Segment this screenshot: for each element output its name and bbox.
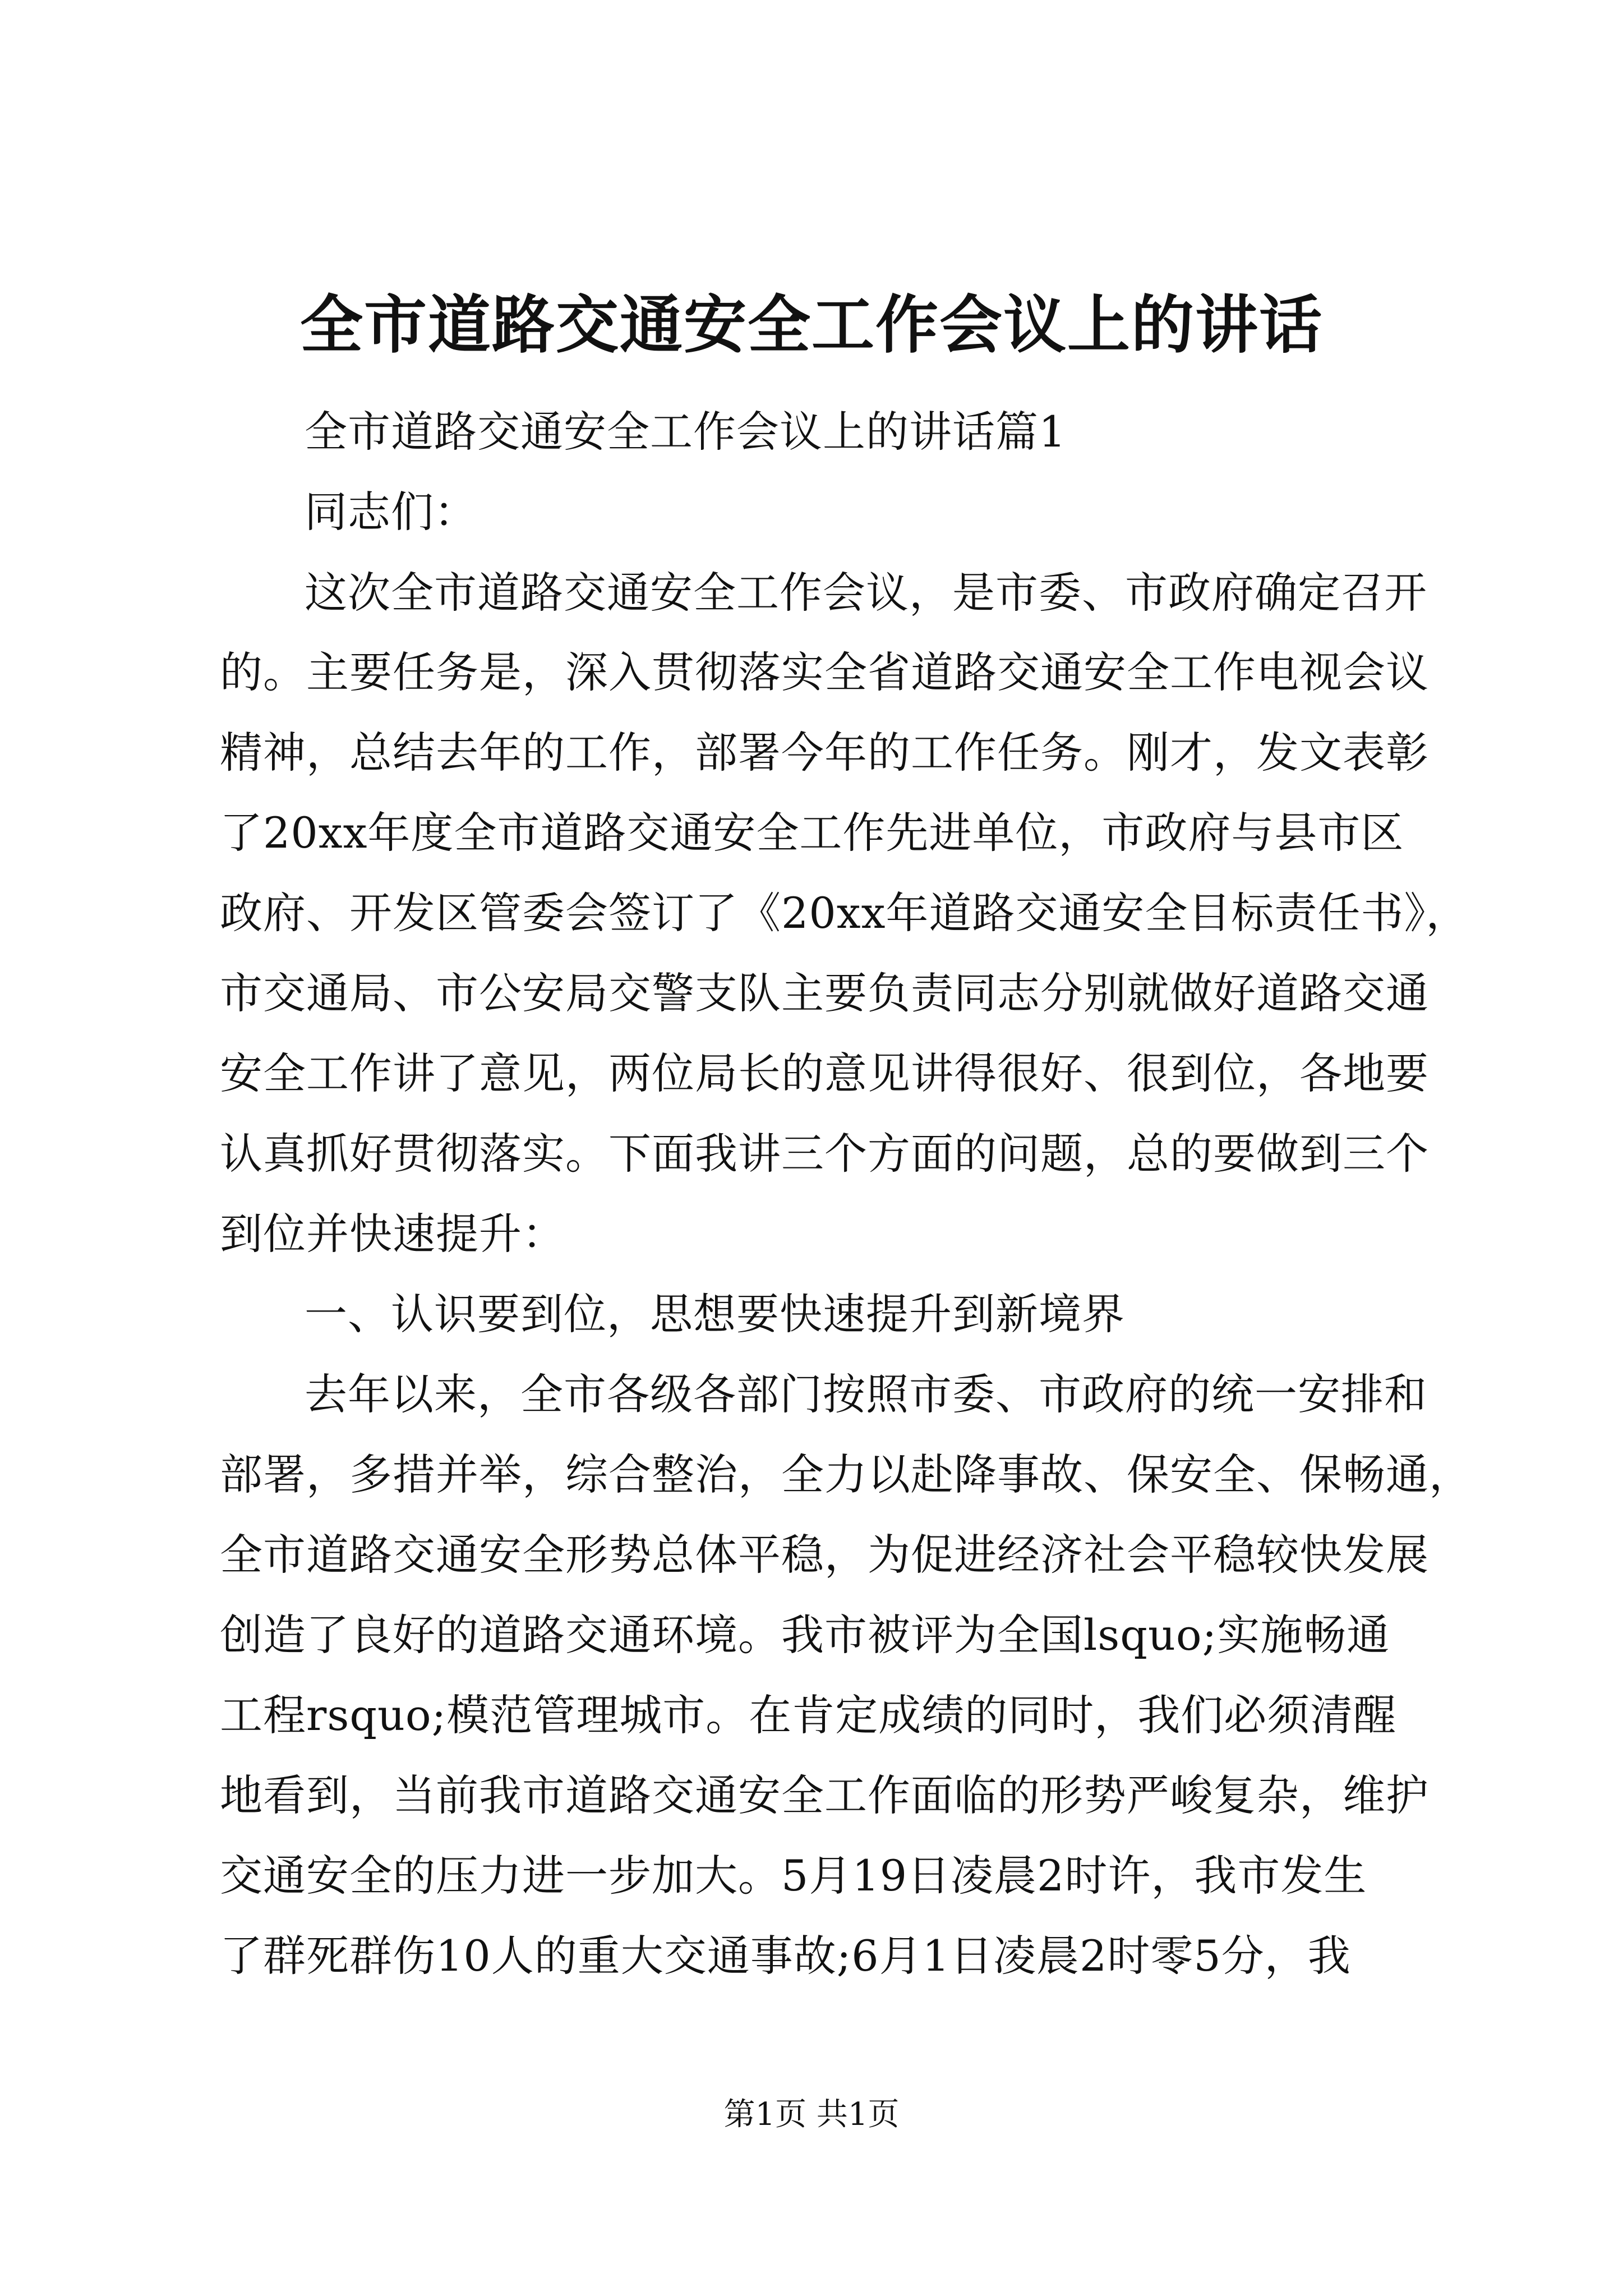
paragraph-line: 工程rsquo;模范管理城市。在肯定成绩的同时，我们必须清醒 [220, 1690, 1397, 1740]
subtitle-line: 全市道路交通安全工作会议上的讲话篇1 [305, 407, 1067, 457]
paragraph-line: 的。主要任务是，深入贯彻落实全省道路交通安全工作电视会议 [220, 647, 1429, 697]
paragraph-line: 这次全市道路交通安全工作会议，是市委、市政府确定召开 [305, 568, 1427, 618]
paragraph-line: 了20xx年度全市道路交通安全工作先进单位，市政府与县市区 [220, 808, 1404, 858]
paragraph-line: 全市道路交通安全形势总体平稳，为促进经济社会平稳较快发展 [220, 1530, 1429, 1580]
paragraph-line: 去年以来，全市各级各部门按照市委、市政府的统一安排和 [305, 1369, 1427, 1419]
paragraph-line: 地看到，当前我市道路交通安全工作面临的形势严峻复杂，维护 [220, 1770, 1429, 1820]
paragraph-line: 到位并快速提升： [220, 1209, 565, 1259]
paragraph-line: 部署，多措并举，综合整治，全力以赴降事故、保安全、保畅通， [220, 1450, 1472, 1499]
paragraph-line: 认真抓好贯彻落实。下面我讲三个方面的问题，总的要做到三个 [220, 1129, 1429, 1179]
section-heading: 一、认识要到位，思想要快速提升到新境界 [305, 1289, 1125, 1339]
salutation-line: 同志们： [305, 487, 477, 537]
document-title: 全市道路交通安全工作会议上的讲话 [300, 288, 1323, 362]
paragraph-line: 安全工作讲了意见，两位局长的意见讲得很好、很到位，各地要 [220, 1048, 1429, 1098]
paragraph-line: 精神，总结去年的工作，部署今年的工作任务。刚才，发文表彰 [220, 728, 1429, 777]
paragraph-line: 政府、开发区管委会签订了《20xx年道路交通安全目标责任书》， [220, 888, 1469, 938]
paragraph-line: 交通安全的压力进一步加大。5月19日凌晨2时许，我市发生 [220, 1851, 1367, 1901]
paragraph-line: 市交通局、市公安局交警支队主要负责同志分别就做好道路交通 [220, 968, 1429, 1018]
paragraph-line: 创造了良好的道路交通环境。我市被评为全国lsquo;实施畅通 [220, 1610, 1390, 1660]
paragraph-line: 了群死群伤10人的重大交通事故;6月1日凌晨2时零5分，我 [220, 1931, 1351, 1981]
page-footer: 第1页 共1页 [723, 2096, 900, 2133]
